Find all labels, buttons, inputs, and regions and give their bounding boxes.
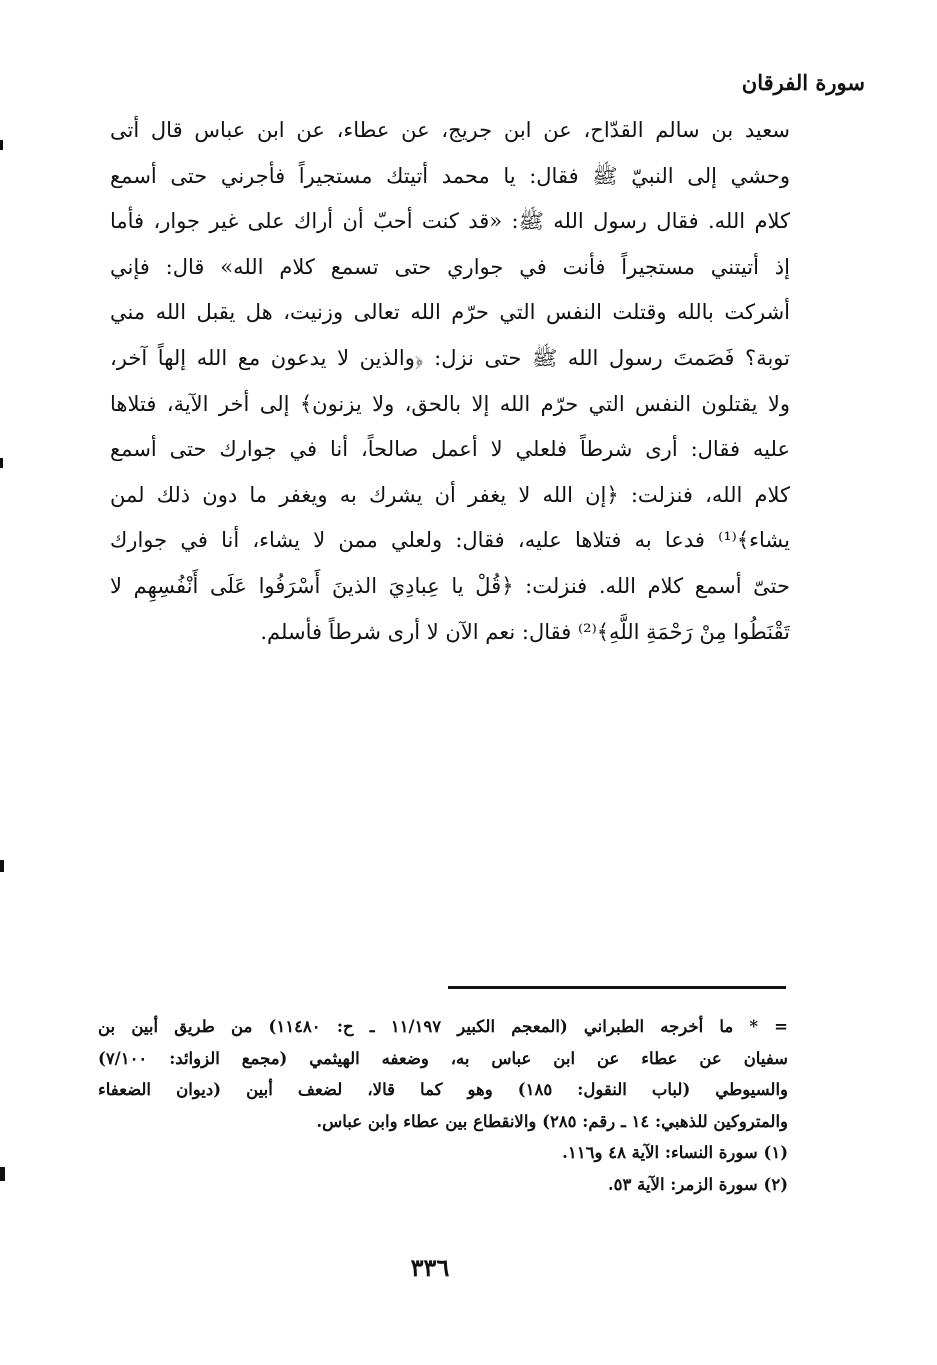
footnote-line: سفيان عن عطاء عن ابن عباس به، وضعفه الهيثمي (مجمع الزوائد: ٧/١٠٠)	[98, 1048, 788, 1068]
scan-speck	[0, 860, 4, 872]
text-line: وحشي إلى النبيّ ﷺ فقال: يا محمد أتيتك مستجيراً فأجرني حتى أسمع	[110, 163, 790, 188]
running-header-surah-title: سورة الفرقان	[741, 70, 865, 95]
text-line: سعيد بن سالم القدّاح، عن ابن جريج، عن عطاء، عن ابن عباس قال أتى	[110, 118, 790, 142]
scan-speck	[0, 458, 3, 468]
text-line: يشاء﴾⁽¹⁾ فدعا به فتلاها عليه، فقال: ولعلي ممن لا يشاء، أنا في جوارك	[110, 528, 790, 553]
scan-speck	[0, 140, 3, 150]
main-text	[110, 108, 790, 655]
footnotes	[98, 1011, 788, 1200]
text-line: تَقْنَطُوا مِنْ رَحْمَةِ اللَّهِ﴾⁽²⁾ فقال: نعم الآن لا أرى شرطاً فأسلم.	[260, 619, 790, 644]
scan-speck	[0, 1167, 5, 1181]
footnote-line: والمتروكين للذهبي: ١٤ ـ رقم: ٢٨٥) والانقطاع بين عطاء وابن عباس.	[316, 1111, 788, 1131]
footnote-2: (٢) سورة الزمر: الآية ٥٣.	[607, 1174, 788, 1194]
footnote-1: (١) سورة النساء: الآية ٤٨ و١١٦.	[562, 1143, 788, 1162]
text-line: عليه فقال: أرى شرطاً فلعلي لا أعمل صالحاً، أنا في جوارك حتى أسمع	[110, 437, 790, 462]
page-number: ٣٣٦	[410, 1253, 450, 1282]
text-line: ولا يقتلون النفس التي حرّم الله إلا بالحق، ولا يزنون﴾ إلى أخر الآية، فتلاها	[110, 391, 790, 416]
footnote-line: والسيوطي (لباب النقول: ١٨٥) وهو كما قالا، لضعف أبين (ديوان الضعفاء	[98, 1080, 788, 1099]
text-line: كلام الله. فقال رسول الله ﷺ: «قد كنت أحبّ أن أراك على غير جوار، فأما	[110, 209, 790, 234]
text-line: توبة؟ فَصَمتَ رسول الله ﷺ حتى نزل: ﴿والذين لا يدعون مع الله إلهاً آخر،	[110, 345, 790, 370]
text-line: إذ أتيتني مستجيراً فأنت في جواري حتى تسمع كلام الله» قال: فإني	[110, 254, 790, 279]
footnote-separator	[448, 986, 786, 989]
footnote-line: = * ما أخرجه الطبراني (المعجم الكبير ١١/١٩٧ ـ ح: ١١٤٨٠) من طريق أبين بن	[98, 1017, 788, 1036]
text-line: كلام الله، فنزلت: ﴿إن الله لا يغفر أن يشرك به ويغفر ما دون ذلك لمن	[110, 482, 790, 507]
text-line: حتىّ أسمع كلام الله. فنزلت: ﴿قُلْ يا عِبادِيَ الذينَ أَسْرَفُوا عَلَى أَنْفُسِهِم لا	[110, 573, 790, 598]
text-line: أشركت بالله وقتلت النفس التي حرّم الله تعالى وزنيت، هل يقبل الله مني	[110, 300, 790, 325]
